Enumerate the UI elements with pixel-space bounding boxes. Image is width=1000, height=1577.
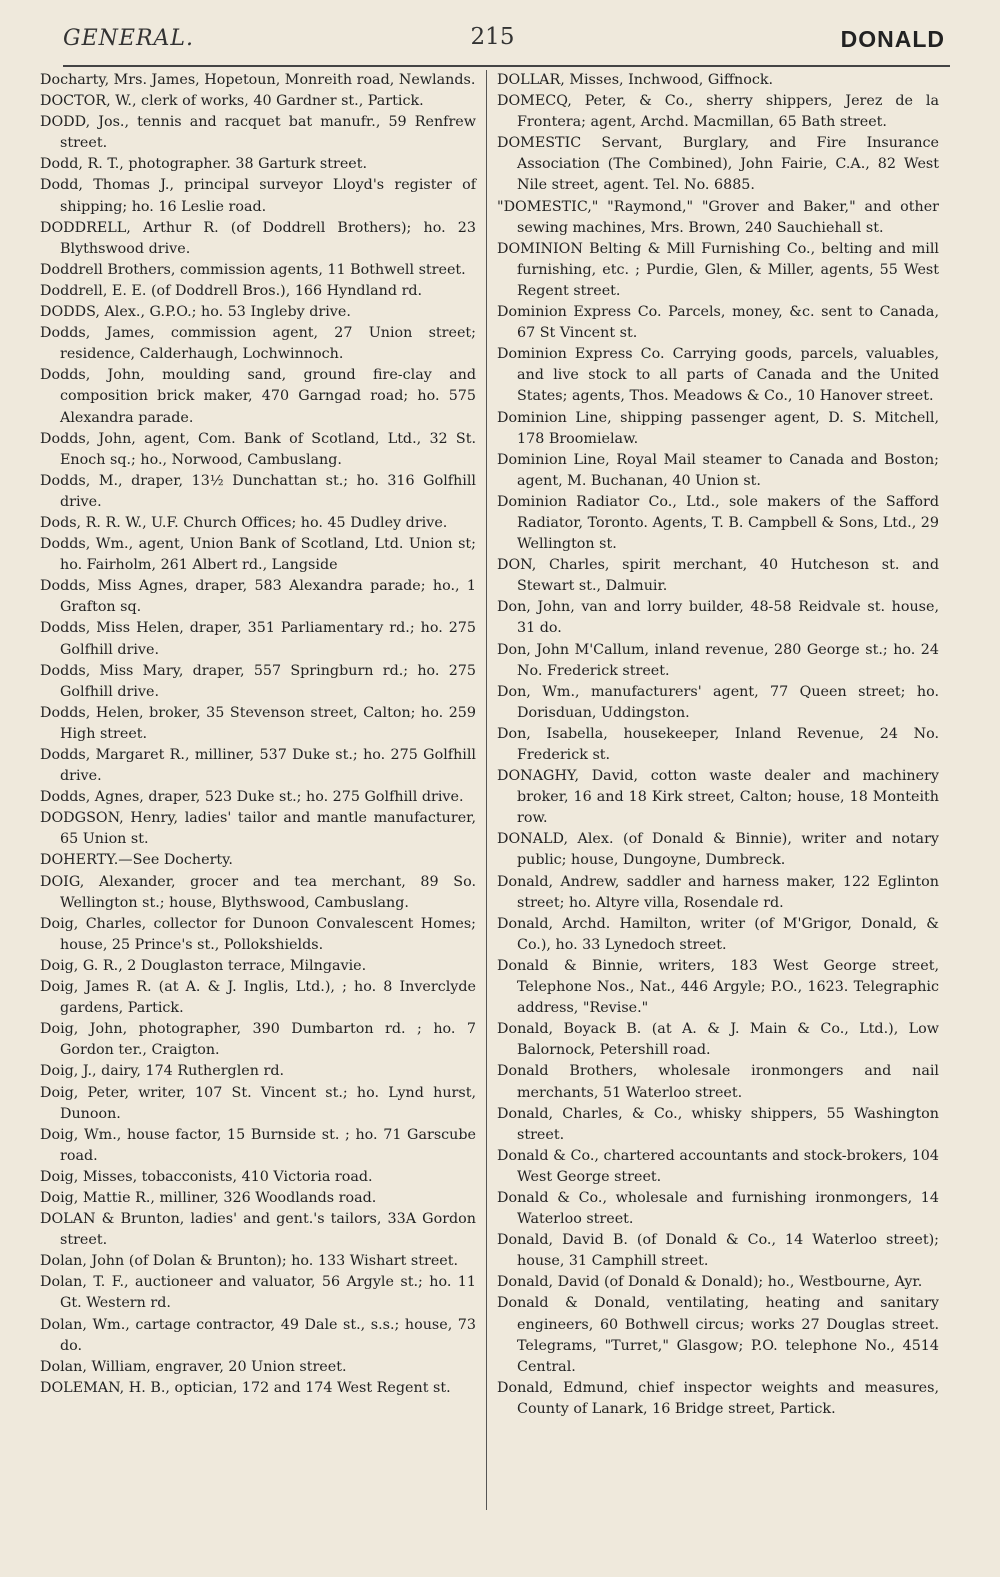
- page-header: [35, 22, 950, 62]
- directory-entry: Dolan, Wm., cartage contractor, 49 Dale st., s.s.; house, 73 do.: [40, 1316, 476, 1354]
- directory-entry: Donald & Binnie, writers, 183 West George street, Telephone Nos., Nat., 446 Argyle; P.O., 1623. Telegraphic address, "Revise.": [497, 957, 939, 1017]
- directory-entry: Don, John, van and lorry builder, 48-58 Reidvale st. house, 31 do.: [497, 599, 939, 637]
- right-column: [497, 70, 939, 1420]
- directory-entry: Dolan, John (of Dolan & Brunton); ho. 133 Wishart street.: [40, 1253, 459, 1270]
- directory-entry: Dodds, James, commission agent, 27 Union street; residence, Calderhaugh, Lochwinnoch.: [40, 325, 476, 363]
- directory-entry: Doig, Wm., house factor, 15 Burnside st. ; ho. 71 Garscube road.: [40, 1126, 476, 1164]
- directory-entry: Dodds, Helen, broker, 35 Stevenson street, Calton; ho. 259 High street.: [40, 704, 476, 742]
- directory-entry: DOLLAR, Misses, Inchwood, Giffnock.: [497, 72, 774, 88]
- directory-entry: Doig, James R. (at A. & J. Inglis, Ltd.), ; ho. 8 Inverclyde gardens, Partick.: [40, 979, 476, 1017]
- directory-entry: DOLAN & Brunton, ladies' and gent.'s tailors, 33A Gordon street.: [40, 1211, 476, 1249]
- directory-entry: Donald, Charles, & Co., whisky shippers, 55 Washington street.: [497, 1105, 939, 1143]
- directory-entry: Donald & Donald, ventilating, heating and sanitary engineers, 60 Bothwell circus; works 27 Douglas street. Telegrams, "Turret," Glasgow; P.O. telephone No., 4514 Central.: [497, 1295, 939, 1375]
- directory-entry: Donald & Co., wholesale and furnishing ironmongers, 14 Waterloo street.: [497, 1189, 939, 1228]
- directory-entry: Dodds, Wm., agent, Union Bank of Scotland, Ltd. Union st; ho. Fairholm, 261 Albert rd., Langside: [40, 536, 476, 574]
- directory-entry: Dodds, John, moulding sand, ground fire-clay and composition brick maker, 470 Garngad road; ho. 575 Alexandra parade.: [40, 367, 476, 426]
- directory-entry: Don, Isabella, housekeeper, Inland Revenue, 24 No. Frederick st.: [497, 725, 939, 763]
- directory-entry: Docharty, Mrs. James, Hopetoun, Monreith road, Newlands.: [40, 72, 476, 88]
- directory-entry: Dodds, Miss Helen, draper, 351 Parliamentary rd.; ho. 275 Golfhill drive.: [40, 620, 476, 658]
- directory-entry: Dolan, T. F., auctioneer and valuator, 56 Argyle st.; ho. 11 Gt. Western rd.: [40, 1274, 476, 1312]
- page-number: 215: [470, 24, 515, 50]
- directory-entry: Doig, J., dairy, 174 Rutherglen rd.: [40, 1063, 285, 1080]
- directory-entry: Donald & Co., chartered accountants and stock-brokers, 104 West George street.: [497, 1147, 939, 1185]
- directory-entry: Dominion Line, Royal Mail steamer to Canada and Boston; agent, M. Buchanan, 40 Union st.: [497, 451, 939, 489]
- directory-entry: Doig, Misses, tobacconists, 410 Victoria road.: [40, 1168, 373, 1185]
- guide-word: DONALD: [840, 26, 945, 52]
- directory-entry: Dominion Express Co. Parcels, money, &c. sent to Canada, 67 St Vincent st.: [497, 304, 939, 342]
- directory-entry: Dodds, Agnes, draper, 523 Duke st.; ho. 275 Golfhill drive.: [40, 789, 464, 806]
- directory-entry: DODGSON, Henry, ladies' tailor and mantle manufacturer, 65 Union st.: [40, 810, 476, 848]
- directory-entry: Donald, Edmund, chief inspector weights and measures, County of Lanark, 16 Bridge street, Partick.: [497, 1379, 939, 1417]
- directory-entry: Doig, Mattie R., milliner, 326 Woodlands road.: [40, 1189, 377, 1206]
- directory-entry: Dods, R. R. W., U.F. Church Offices; ho. 45 Dudley drive.: [40, 514, 448, 531]
- header-rule: [63, 65, 950, 67]
- directory-entry: DODDRELL, Arthur R. (of Doddrell Brothers); ho. 23 Blythswood drive.: [40, 219, 476, 257]
- directory-entry: DOCTOR, W., clerk of works, 40 Gardner st., Partick.: [40, 93, 424, 110]
- directory-entry: DOLEMAN, H. B., optician, 172 and 174 West Regent st.: [40, 1379, 451, 1396]
- directory-entry: Dodds, M., draper, 13½ Dunchattan st.; ho. 316 Golfhill drive.: [40, 472, 476, 510]
- directory-entry: Dodds, Margaret R., milliner, 537 Duke st.; ho. 275 Golfhill drive.: [40, 747, 476, 785]
- directory-entry: DONALD, Alex. (of Donald & Binnie), writer and notary public; house, Dungoyne, Dumbreck.: [497, 831, 939, 869]
- directory-entry: Dodds, Miss Agnes, draper, 583 Alexandra parade; ho., 1 Grafton sq.: [40, 578, 476, 616]
- directory-entry: Dodds, John, agent, Com. Bank of Scotland, Ltd., 32 St. Enoch sq.; ho., Norwood, Cambuslang.: [40, 430, 476, 468]
- directory-entry: Doig, John, photographer, 390 Dumbarton rd. ; ho. 7 Gordon ter., Craigton.: [40, 1021, 476, 1059]
- directory-entry: DOMECQ, Peter, & Co., sherry shippers, Jerez de la Frontera; agent, Archd. Macmillan, 65 Bath street.: [497, 93, 939, 131]
- column-divider: [486, 70, 487, 1510]
- directory-entry: DON, Charles, spirit merchant, 40 Hutcheson st. and Stewart st., Dalmuir.: [497, 557, 939, 595]
- left-column: [40, 70, 476, 1399]
- directory-entry: "DOMESTIC," "Raymond," "Grover and Baker," and other sewing machines, Mrs. Brown, 240 Sauchiehall st.: [497, 198, 939, 236]
- directory-entry: Dodd, R. T., photographer. 38 Garturk street.: [40, 156, 368, 173]
- directory-entry: Don, Wm., manufacturers' agent, 77 Queen street; ho. Dorisduan, Uddingston.: [497, 683, 939, 721]
- directory-entry: Donald Brothers, wholesale ironmongers and nail merchants, 51 Waterloo street.: [497, 1063, 939, 1101]
- directory-entry: Dodds, Miss Mary, draper, 557 Springburn rd.; ho. 275 Golfhill drive.: [40, 662, 476, 700]
- directory-entry: Dominion Line, shipping passenger agent, D. S. Mitchell, 178 Broomielaw.: [497, 409, 939, 447]
- section-title: GENERAL.: [63, 26, 194, 51]
- directory-entry: Dodd, Thomas J., principal surveyor Lloyd's register of shipping; ho. 16 Leslie road.: [40, 177, 476, 215]
- directory-entry: Doig, Charles, collector for Dunoon Convalescent Homes; house, 25 Prince's st., Pollokshields.: [40, 915, 476, 953]
- directory-entry: DODDS, Alex., G.P.O.; ho. 53 Ingleby drive.: [40, 304, 351, 321]
- directory-entry: DOMINION Belting & Mill Furnishing Co., belting and mill furnishing, etc. ; Purdie, Glen, & Miller, agents, 55 West Regent street.: [497, 240, 939, 299]
- directory-entry: Donald, Andrew, saddler and harness maker, 122 Eglinton street; ho. Altyre villa, Rosendale rd.: [497, 873, 939, 911]
- directory-entry: Donald, Boyack B. (at A. & J. Main & Co., Ltd.), Low Balornock, Petershill road.: [497, 1021, 939, 1059]
- directory-entry: Dolan, William, engraver, 20 Union street.: [40, 1358, 347, 1375]
- directory-entry: Donald, David (of Donald & Donald); ho., Westbourne, Ayr.: [497, 1274, 923, 1291]
- directory-entry: Donald, David B. (of Donald & Co., 14 Waterloo street); house, 31 Camphill street.: [497, 1232, 939, 1270]
- directory-entry: Dominion Radiator Co., Ltd., sole makers of the Safford Radiator, Toronto. Agents, T. B. Campbell & Sons, Ltd., 29 Wellington st.: [497, 493, 939, 553]
- directory-entry: DOMESTIC Servant, Burglary, and Fire Insurance Association (The Combined), John Fairie, C.A., 82 West Nile street, agent. Tel. No. 6885.: [497, 135, 939, 194]
- directory-entry: DONAGHY, David, cotton waste dealer and machinery broker, 16 and 18 Kirk street, Calton; house, 18 Monteith row.: [497, 768, 939, 827]
- directory-entry: Doig, Peter, writer, 107 St. Vincent st.; ho. Lynd hurst, Dunoon.: [40, 1084, 476, 1122]
- directory-entry: DOHERTY.—See Docherty.: [40, 852, 233, 869]
- directory-entry: Don, John M'Callum, inland revenue, 280 George st.; ho. 24 No. Frederick street.: [497, 641, 939, 679]
- directory-entry: Dominion Express Co. Carrying goods, parcels, valuables, and live stock to all parts of Canada and the United States; agents, Thos. Meadows & Co., 10 Hanover street.: [497, 346, 939, 405]
- directory-entry: Doddrell, E. E. (of Doddrell Bros.), 166 Hyndland rd.: [40, 282, 423, 299]
- directory-entry: DOIG, Alexander, grocer and tea merchant, 89 So. Wellington st.; house, Blythswood, Cambuslang.: [40, 873, 476, 911]
- directory-entry: DODD, Jos., tennis and racquet bat manufr., 59 Renfrew street.: [40, 114, 476, 152]
- directory-entry: Doddrell Brothers, commission agents, 11 Bothwell street.: [40, 261, 466, 278]
- directory-entry: Doig, G. R., 2 Douglaston terrace, Milngavie.: [40, 957, 367, 974]
- directory-entry: Donald, Archd. Hamilton, writer (of M'Grigor, Donald, & Co.), ho. 33 Lynedoch street.: [497, 915, 939, 953]
